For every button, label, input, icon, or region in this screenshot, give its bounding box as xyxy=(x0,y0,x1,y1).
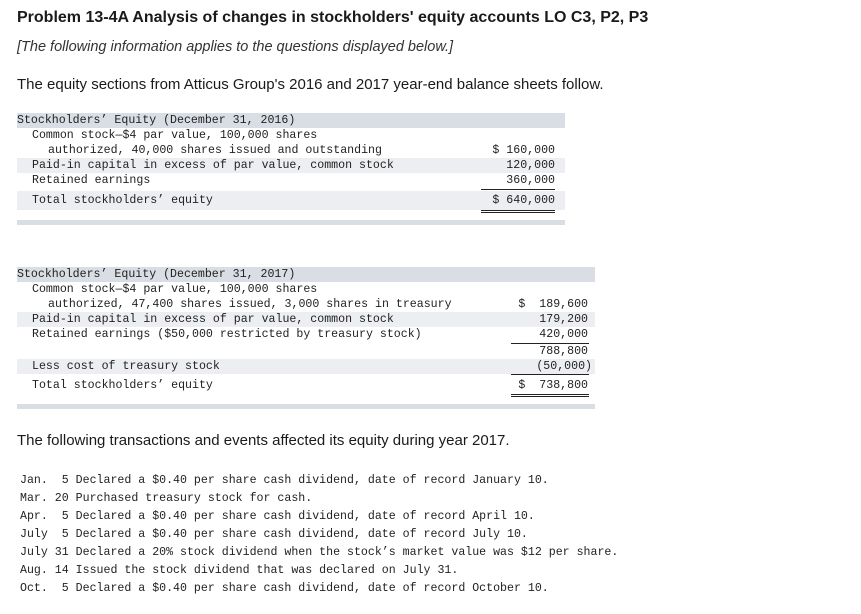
subtotal-amount: 788,800 xyxy=(539,345,588,358)
transactions-intro: The following transactions and events affected its equity during year 2017. xyxy=(17,432,510,449)
equity-table-2017 xyxy=(17,267,595,412)
equity-table-2016 xyxy=(17,113,565,227)
common-stock-label: Common stock—$4 par value, 100,000 shares xyxy=(32,129,318,142)
retained-earnings-label: Retained earnings ($50,000 restricted by treasury stock) xyxy=(32,328,422,341)
table-heading-row xyxy=(17,267,595,282)
total-double-rule xyxy=(481,212,555,213)
table-row xyxy=(17,128,565,143)
transaction-item: Mar. 20 Purchased treasury stock for cash. xyxy=(20,492,313,505)
paid-in-capital-amount: 120,000 xyxy=(506,159,555,172)
table-row xyxy=(17,344,595,359)
total-double-rule xyxy=(511,394,589,395)
treasury-stock-amount: (50,000) xyxy=(536,360,592,373)
transaction-item: Aug. 14 Issued the stock dividend that was declared on July 31. xyxy=(20,564,459,577)
paid-in-capital-amount: 179,200 xyxy=(539,313,588,326)
subtotal-rule xyxy=(481,189,555,190)
total-double-rule xyxy=(481,210,555,211)
table-row xyxy=(17,312,595,327)
table-heading-row xyxy=(17,113,565,128)
intro-text: The equity sections from Atticus Group's 2016 and 2017 year-end balance sheets follow. xyxy=(17,76,604,93)
common-stock-label-cont: authorized, 47,400 shares issued, 3,000 shares in treasury xyxy=(48,298,452,311)
common-stock-amount: $ 160,000 xyxy=(492,144,555,157)
table-row xyxy=(17,377,595,394)
common-stock-label: Common stock—$4 par value, 100,000 shares xyxy=(32,283,318,296)
retained-earnings-label: Retained earnings xyxy=(32,174,151,187)
total-double-rule xyxy=(511,396,589,397)
table-row xyxy=(17,282,595,297)
table-row xyxy=(17,143,565,158)
table-bottom-bar xyxy=(17,404,595,409)
total-equity-label: Total stockholders’ equity xyxy=(32,194,213,207)
table-heading: Stockholders’ Equity (December 31, 2017) xyxy=(17,268,296,281)
problem-title: Problem 13-4A Analysis of changes in stockholders' equity accounts LO C3, P2, P3 xyxy=(17,9,649,26)
table-row xyxy=(17,173,565,188)
retained-earnings-amount: 360,000 xyxy=(506,174,555,187)
transaction-item: Jan. 5 Declared a $0.40 per share cash dividend, date of record January 10. xyxy=(20,474,549,487)
table-row xyxy=(17,359,595,374)
treasury-stock-label: Less cost of treasury stock xyxy=(32,360,220,373)
paid-in-capital-label: Paid-in capital in excess of par value, common stock xyxy=(32,313,394,326)
common-stock-label-cont: authorized, 40,000 shares issued and outstanding xyxy=(48,144,382,157)
transaction-item: July 5 Declared a $0.40 per share cash dividend, date of record July 10. xyxy=(20,528,528,541)
total-equity-amount: $ 738,800 xyxy=(518,379,588,392)
transaction-item: July 31 Declared a 20% stock dividend when the stock’s market value was $12 per share. xyxy=(20,546,619,559)
table-row xyxy=(17,297,595,312)
table-row xyxy=(17,191,565,210)
table-bottom-bar xyxy=(17,220,565,225)
total-rule xyxy=(511,374,589,375)
table-row xyxy=(17,158,565,173)
total-equity-label: Total stockholders’ equity xyxy=(32,379,213,392)
total-equity-amount: $ 640,000 xyxy=(492,194,555,207)
transaction-item: Apr. 5 Declared a $0.40 per share cash dividend, date of record April 10. xyxy=(20,510,535,523)
paid-in-capital-label: Paid-in capital in excess of par value, common stock xyxy=(32,159,394,172)
common-stock-amount: $ 189,600 xyxy=(518,298,588,311)
transaction-item: Oct. 5 Declared a $0.40 per share cash dividend, date of record October 10. xyxy=(20,582,549,595)
table-heading: Stockholders’ Equity (December 31, 2016) xyxy=(17,114,296,127)
problem-subtitle: [The following information applies to the questions displayed below.] xyxy=(17,39,454,55)
retained-earnings-amount: 420,000 xyxy=(539,328,588,341)
table-row xyxy=(17,327,595,342)
